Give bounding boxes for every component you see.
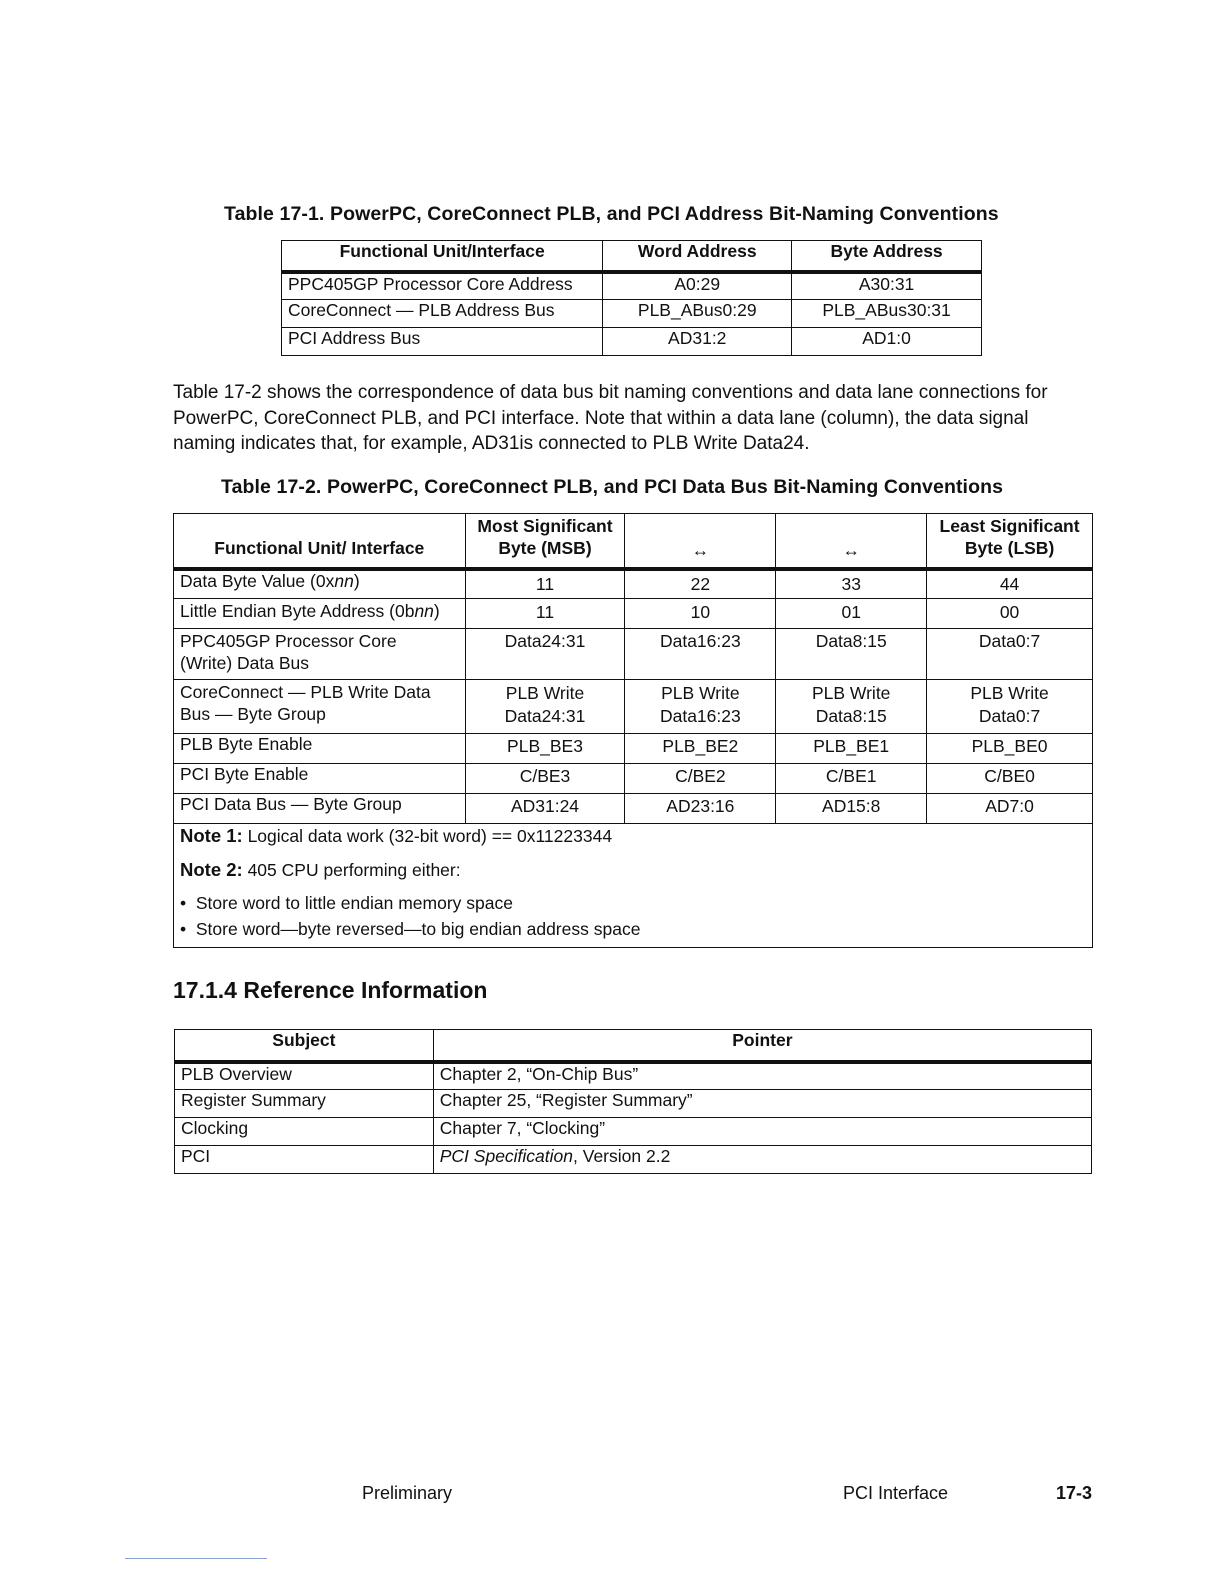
table2-header-msb: Most Significant Byte (MSB) — [465, 514, 625, 569]
table-cell: PLB_BE1 — [776, 734, 927, 764]
table-cell: PCI — [175, 1146, 434, 1174]
table-cell: 22 — [625, 569, 776, 599]
table-cell: A0:29 — [603, 272, 792, 300]
note1-label: Note 1: — [180, 825, 243, 846]
note2-label: Note 2: — [180, 859, 243, 880]
table-row — [175, 1090, 1092, 1118]
table-cell: PCI Specification, Version 2.2 — [433, 1146, 1091, 1174]
table-cell: PLB Write Data16:23 — [625, 680, 776, 734]
footer-preliminary: Preliminary — [362, 1483, 453, 1503]
table-cell: Chapter 25, “Register Summary” — [433, 1090, 1091, 1118]
table-cell: Data16:23 — [625, 629, 776, 680]
table-cell: PLB Byte Enable — [174, 734, 466, 764]
table2 — [173, 513, 1093, 948]
table-cell: PCI Address Bus — [282, 328, 603, 356]
table-cell: PLB Write Data24:31 — [465, 680, 625, 734]
table-cell: PLB Write Data0:7 — [927, 680, 1093, 734]
table-cell: C/BE2 — [625, 764, 776, 794]
note1-text: Logical data work (32-bit word) == 0x11223344 — [247, 826, 613, 846]
table-row — [282, 300, 982, 328]
table-cell: Chapter 7, “Clocking” — [433, 1118, 1091, 1146]
table-cell: 10 — [625, 599, 776, 629]
table-cell: PLB_BE3 — [465, 734, 625, 764]
table-cell: AD31:24 — [465, 794, 625, 824]
table-row — [282, 272, 982, 300]
table-cell: AD15:8 — [776, 794, 927, 824]
table-row — [174, 599, 1093, 629]
bidirectional-arrow-icon: ↔ — [776, 514, 927, 569]
table-row — [174, 764, 1093, 794]
table-row — [174, 569, 1093, 599]
table-cell: PLB_BE0 — [927, 734, 1093, 764]
table-row — [174, 629, 1093, 680]
table-cell: 44 — [927, 569, 1093, 599]
table-cell: AD1:0 — [792, 328, 982, 356]
divider — [125, 1558, 267, 1559]
table-cell: 11 — [465, 569, 625, 599]
table-cell: Register Summary — [175, 1090, 434, 1118]
table-cell: Chapter 2, “On-Chip Bus” — [433, 1062, 1091, 1090]
table1-header: Functional Unit/Interface — [282, 241, 603, 272]
table-cell: PLB_BE2 — [625, 734, 776, 764]
table-cell: AD31:2 — [603, 328, 792, 356]
table-cell: Data24:31 — [465, 629, 625, 680]
table-row — [175, 1146, 1092, 1174]
footer-page-number: 17-3 — [1056, 1483, 1093, 1503]
table-cell: CoreConnect — PLB Write Data Bus — Byte Group — [174, 680, 466, 734]
bidirectional-arrow-icon: ↔ — [625, 514, 776, 569]
table1-header: Byte Address — [792, 241, 982, 272]
table-row — [174, 734, 1093, 764]
bullet-icon: • — [180, 919, 187, 939]
table-cell: PCI Data Bus — Byte Group — [174, 794, 466, 824]
table-cell: 01 — [776, 599, 927, 629]
table-row — [282, 328, 982, 356]
footer-chapter-title: PCI Interface — [843, 1483, 949, 1503]
table-cell: 11 — [465, 599, 625, 629]
table-cell: PLB Write Data8:15 — [776, 680, 927, 734]
table-cell: PLB Overview — [175, 1062, 434, 1090]
bullet-icon: • — [180, 893, 187, 913]
table-cell: PPC405GP Processor Core Address — [282, 272, 603, 300]
table-cell: Data Byte Value (0xnn) — [174, 569, 466, 599]
reference-header: Pointer — [433, 1030, 1091, 1062]
list-item: • Store word to little endian memory space — [180, 893, 513, 913]
table-cell: A30:31 — [792, 272, 982, 300]
table-cell: PLB_ABus30:31 — [792, 300, 982, 328]
table2-header-unit: Functional Unit/ Interface — [174, 514, 466, 569]
table-row — [174, 794, 1093, 824]
table-row — [175, 1062, 1092, 1090]
table-cell: AD7:0 — [927, 794, 1093, 824]
table-cell: 00 — [927, 599, 1093, 629]
table-row — [174, 680, 1093, 734]
table-cell: PLB_ABus0:29 — [603, 300, 792, 328]
table-cell: 33 — [776, 569, 927, 599]
table1-caption: Table 17-1. PowerPC, CoreConnect PLB, and PCI Address Bit-Naming Conventions — [224, 203, 999, 225]
table-cell: Little Endian Byte Address (0bnn) — [174, 599, 466, 629]
body-paragraph: Table 17-2 shows the correspondence of data bus bit naming conventions and data lane connections for PowerPC, CoreConnect PLB, and PCI interface. Note that within a data lane (column), the data signal naming indicates that, for example, AD31is connected to PLB Write Data24. — [173, 382, 1048, 454]
table1 — [281, 240, 982, 356]
table2-caption: Table 17-2. PowerPC, CoreConnect PLB, and PCI Data Bus Bit-Naming Conventions — [221, 476, 1004, 498]
table1-header: Word Address — [603, 241, 792, 272]
section-heading: 17.1.4 Reference Information — [173, 977, 488, 1003]
table-row — [175, 1118, 1092, 1146]
table-cell: PCI Byte Enable — [174, 764, 466, 794]
table2-header-lsb: Least Significant Byte (LSB) — [927, 514, 1093, 569]
reference-table — [174, 1029, 1092, 1174]
reference-header: Subject — [175, 1030, 434, 1062]
table-cell: Data0:7 — [927, 629, 1093, 680]
table-cell: Data8:15 — [776, 629, 927, 680]
table-cell: PPC405GP Processor Core (Write) Data Bus — [174, 629, 466, 680]
table-cell: AD23:16 — [625, 794, 776, 824]
note2-text: 405 CPU performing either: — [247, 860, 461, 880]
list-item: • Store word—byte reversed—to big endian address space — [180, 919, 641, 939]
table2-notes — [174, 824, 1093, 948]
table-cell: Clocking — [175, 1118, 434, 1146]
table-cell: C/BE1 — [776, 764, 927, 794]
table-cell: CoreConnect — PLB Address Bus — [282, 300, 603, 328]
table-cell: C/BE3 — [465, 764, 625, 794]
table-cell: C/BE0 — [927, 764, 1093, 794]
